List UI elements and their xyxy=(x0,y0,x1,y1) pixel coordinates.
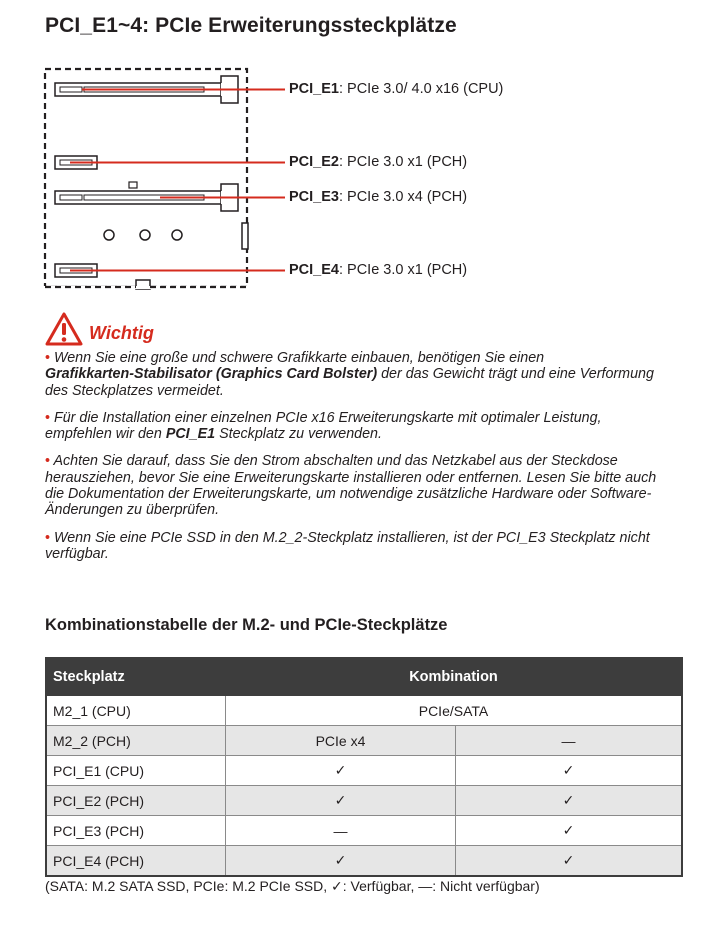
row-c2: — xyxy=(456,726,683,756)
row-c2: ✓ xyxy=(456,786,683,816)
row-name: PCI_E2 (PCH) xyxy=(46,786,226,816)
note-1: • Wenn Sie eine große und schwere Grafikkarte einbauen, benötigen Sie einen Grafikkarten-Stabilisator (Graphics Card Bolster) der das Gewicht trägt und eine Verformung des Steckplatzes vermeidet. xyxy=(45,350,654,399)
slot-pci-e4 xyxy=(55,264,285,277)
table-row xyxy=(46,786,682,816)
warning-heading xyxy=(45,312,154,346)
row-c2: ✓ xyxy=(456,816,683,846)
table-header-row xyxy=(46,658,682,696)
small-component xyxy=(129,182,137,188)
table-row xyxy=(46,696,682,726)
header-combination: Kombination xyxy=(226,658,683,696)
note-2: • Für die Installation einer einzelnen PCIe x16 Erweiterungskarte mit optimaler Leistung, empfehlen wir den PCI_E1 Steckplatz zu verwenden. xyxy=(45,409,602,443)
row-name: M2_2 (PCH) xyxy=(46,726,226,756)
notes-list xyxy=(45,350,665,573)
row-name: M2_1 (CPU) xyxy=(46,696,226,726)
slot-label-pci-e4: PCI_E4: PCIe 3.0 x1 (PCH) xyxy=(289,262,468,278)
row-c1: ✓ xyxy=(226,786,456,816)
row-name: PCI_E3 (PCH) xyxy=(46,816,226,846)
table-row xyxy=(46,726,682,756)
slot-label-pci-e1: PCI_E1: PCIe 3.0/ 4.0 x16 (CPU) xyxy=(289,81,504,97)
table-footnote: (SATA: M.2 SATA SSD, PCIe: M.2 PCIe SSD, ✓: Verfügbar, —: Nicht verfügbar) xyxy=(45,878,540,894)
table-title: Kombinationstabelle der M.2- und PCIe-Steckplätze xyxy=(45,616,448,634)
note-4: • Wenn Sie eine PCIe SSD in den M.2_2-Steckplatz installieren, ist der PCI_E3 Steckplatz nicht verfügbar. xyxy=(45,529,650,562)
page-title: PCI_E1~4: PCIe Erweiterungssteckplätze xyxy=(45,14,457,37)
slot-pci-e2 xyxy=(55,156,285,169)
warning-title: Wichtig xyxy=(89,322,154,343)
note-3: • Achten Sie darauf, dass Sie den Strom abschalten und das Netzkabel aus der Steckdose herausziehen, bevor Sie eine Erweiterungskarte installieren oder entfernen. Lesen Sie bitte auch die Dokumentation der Erweiterungskarte, um notwendige zusätzliche Hardware oder Software-Änderungen zu überprüfen. xyxy=(45,453,657,519)
row-name: PCI_E1 (CPU) xyxy=(46,756,226,786)
table-row xyxy=(46,756,682,786)
board-outline xyxy=(45,69,247,287)
row-c1: ✓ xyxy=(226,846,456,877)
header-slot: Steckplatz xyxy=(46,658,226,696)
row-name: PCI_E4 (PCH) xyxy=(46,846,226,877)
slot-pci-e3 xyxy=(55,184,285,211)
slot-label-pci-e3: PCI_E3: PCIe 3.0 x4 (PCH) xyxy=(289,189,468,205)
row-c2: ✓ xyxy=(456,846,683,877)
slot-pci-e1 xyxy=(55,76,285,103)
row-c1: ✓ xyxy=(226,756,456,786)
table-row xyxy=(46,846,682,877)
row-c1: — xyxy=(226,816,456,846)
table-row xyxy=(46,816,682,846)
slot-label-pci-e2: PCI_E2: PCIe 3.0 x1 (PCH) xyxy=(289,154,468,170)
warning-triangle-icon xyxy=(45,312,83,346)
combination-table xyxy=(45,657,683,877)
pcie-slot-diagram xyxy=(0,0,713,300)
row-value: PCIe/SATA xyxy=(226,696,683,726)
row-c1: PCIe x4 xyxy=(226,726,456,756)
row-c2: ✓ xyxy=(456,756,683,786)
